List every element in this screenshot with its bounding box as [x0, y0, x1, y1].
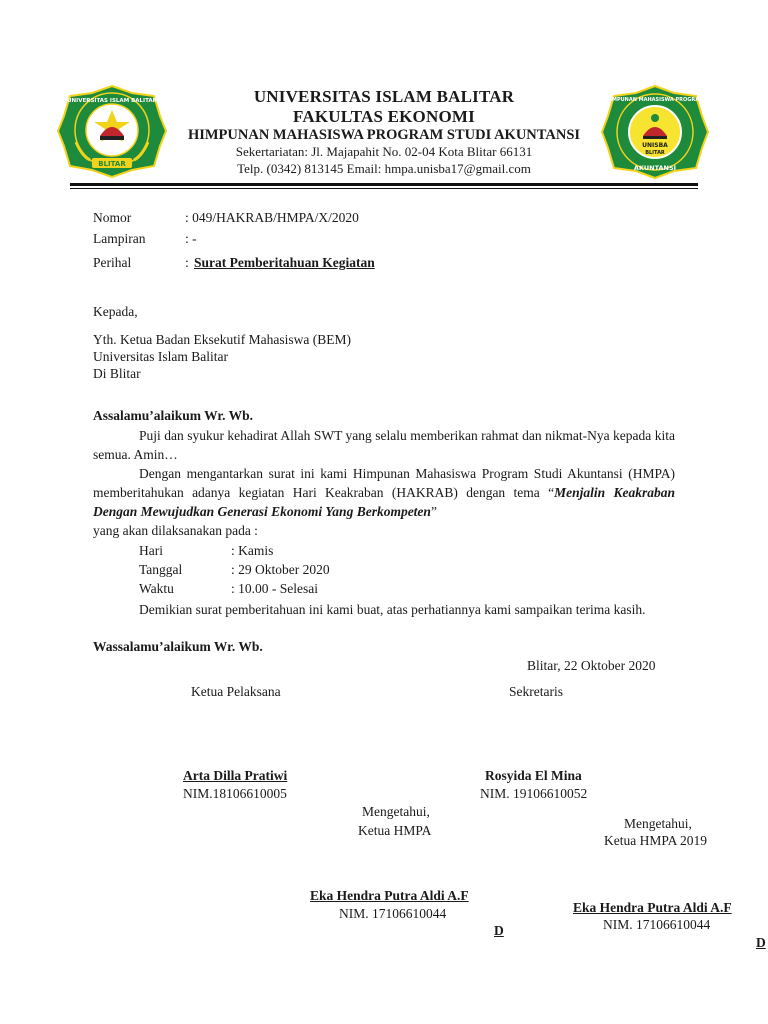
university-name: UNIVERSITAS ISLAM BALITAR — [253, 87, 515, 106]
left-logo-bottom-text: BLITAR — [98, 160, 126, 168]
organization-address: Sekertariatan: Jl. Majapahit No. 02-04 Kota Blitar 66131 — [235, 144, 533, 159]
hmpa-logo-icon — [600, 84, 710, 180]
schedule-label: Tanggal — [139, 562, 183, 577]
kepada-label: Kepada, — [93, 304, 138, 319]
place-date: Blitar, 22 Oktober 2020 — [527, 658, 656, 673]
mengetahui-extra: D — [494, 923, 504, 938]
mengetahui-2019-name: Eka Hendra Putra Aldi A.F — [573, 900, 732, 915]
mengetahui-2019-label: Mengetahui, — [624, 816, 692, 831]
left-logo-ring-text: UNIVERSITAS ISLAM BALITAR — [67, 98, 157, 104]
schedule-value: : 29 Oktober 2020 — [231, 562, 330, 577]
schedule-value: : 10.00 - Selesai — [231, 581, 318, 596]
header-rule-thin — [70, 188, 698, 189]
perihal-value: Surat Pemberitahuan Kegiatan — [194, 255, 375, 270]
perihal-label: Perihal — [93, 255, 132, 270]
ketua-pelaksana-title: Ketua Pelaksana — [191, 684, 281, 699]
nomor-label: Nomor — [93, 210, 132, 225]
mengetahui-role: Ketua HMPA — [358, 823, 432, 838]
paragraph-closing: Demikian surat pemberitahuan ini kami buat, atas perhatiannya kami sampaikan terima kasih. — [139, 602, 646, 617]
mengetahui-nim: NIM. 17106610044 — [339, 906, 447, 921]
organization-contact: Telp. (0342) 813145 Email: hmpa.unisba17@gmail.com — [237, 161, 531, 176]
farewell: Wassalamu’alaikum Wr. Wb. — [93, 639, 263, 654]
sekretaris-nim: NIM. 19106610052 — [480, 786, 588, 801]
recipient-line-1: Yth. Ketua Badan Eksekutif Mahasiswa (BEM) — [93, 332, 351, 347]
mengetahui-2019-extra: D — [756, 935, 766, 950]
schedule-label: Hari — [139, 543, 163, 558]
greeting: Assalamu’alaikum Wr. Wb. — [93, 408, 254, 423]
right-logo-center-text: UNISBA — [642, 142, 668, 149]
faculty-name: FAKULTAS EKONOMI — [293, 107, 475, 126]
university-logo-icon — [56, 84, 168, 178]
mengetahui-name: Eka Hendra Putra Aldi A.F — [310, 888, 469, 903]
schedule-value: : Kamis — [231, 543, 274, 558]
lampiran-value: : - — [185, 231, 197, 246]
mengetahui-2019-nim: NIM. 17106610044 — [603, 917, 711, 932]
event-theme: Menjalin Keakraban Dengan Mewujudkan Generasi Ekonomi Yang Berkompeten — [93, 485, 676, 519]
sekretaris-title: Sekretaris — [509, 684, 563, 699]
paragraph-intro: Puji dan syukur kehadirat Allah SWT yang selalu memberikan rahmat dan nikmat-Nya kepada kita semua. Amin… — [93, 428, 675, 462]
mengetahui-label: Mengetahui, — [362, 804, 430, 819]
lampiran-label: Lampiran — [93, 231, 146, 246]
schedule-label: Waktu — [139, 581, 174, 596]
perihal-colon: : — [185, 255, 189, 270]
paragraph-announcement — [93, 464, 675, 521]
mengetahui-2019-role: Ketua HMPA 2019 — [604, 833, 708, 848]
header-rule-thick — [70, 183, 698, 186]
theme-close-quote: ” — [430, 504, 437, 519]
right-logo-ring-text: HIMPUNAN MAHASISWA PROGRAM — [605, 97, 705, 103]
organization-name: HIMPUNAN MAHASISWA PROGRAM STUDI AKUNTANSI — [187, 127, 581, 143]
right-logo-center-sub: BLITAR — [645, 150, 665, 156]
sekretaris-name: Rosyida El Mina — [485, 768, 582, 783]
nomor-value: : 049/HAKRAB/HMPA/X/2020 — [185, 210, 359, 225]
right-logo-bottom-text: AKUNTANSI — [633, 164, 677, 172]
ketua-pelaksana-nim: NIM.18106610005 — [183, 786, 287, 801]
ketua-pelaksana-name: Arta Dilla Pratiwi — [183, 768, 288, 783]
theme-open-quote: “ — [548, 485, 555, 500]
announcement-end: yang akan dilaksanakan pada : — [93, 523, 258, 538]
announcement-text: Dengan mengantarkan surat ini kami Himpunan Mahasiswa Program Studi Akuntansi (HMPA) memberitahukan adanya kegiatan Hari Keakraban (HAKRAB) dengan tema — [93, 466, 675, 500]
recipient-line-2: Universitas Islam Balitar — [93, 349, 228, 364]
recipient-line-3: Di Blitar — [93, 366, 141, 381]
